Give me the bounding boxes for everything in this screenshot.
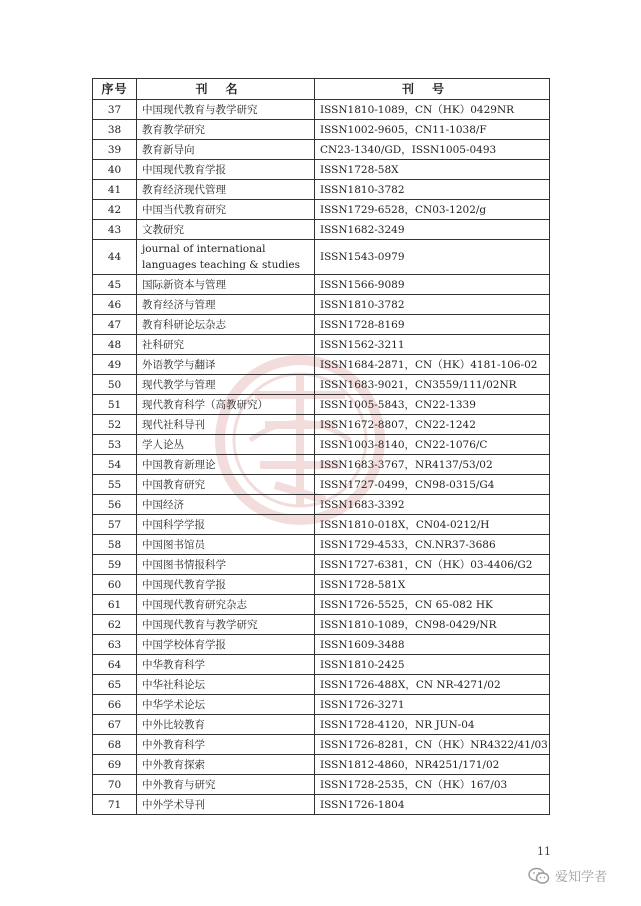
cell-number: 49 bbox=[93, 355, 137, 375]
cell-number: 62 bbox=[93, 615, 137, 635]
cell-journal-code: ISSN1810-2425 bbox=[315, 655, 550, 675]
cell-journal-code: ISSN1810-3782 bbox=[315, 295, 550, 315]
cell-number: 64 bbox=[93, 655, 137, 675]
cell-journal-code: ISSN1566-9089 bbox=[315, 275, 550, 295]
table-row bbox=[93, 555, 550, 575]
cell-journal-name: 中国图书馆员 bbox=[137, 535, 315, 555]
cell-number: 56 bbox=[93, 495, 137, 515]
cell-journal-name: 教育经济现代管理 bbox=[137, 180, 315, 200]
table-row bbox=[93, 275, 550, 295]
table-row bbox=[93, 775, 550, 795]
cell-journal-name: 中华社科论坛 bbox=[137, 675, 315, 695]
cell-journal-code: ISSN1005-5843，CN22-1339 bbox=[315, 395, 550, 415]
cell-journal-name: 中国现代教育与教学研究 bbox=[137, 100, 315, 120]
cell-number: 48 bbox=[93, 335, 137, 355]
cell-number: 53 bbox=[93, 435, 137, 455]
cell-number: 67 bbox=[93, 715, 137, 735]
table-row bbox=[93, 415, 550, 435]
cell-journal-name: 教育经济与管理 bbox=[137, 295, 315, 315]
cell-journal-name: 中国科学学报 bbox=[137, 515, 315, 535]
cell-journal-code: ISSN1672-8807，CN22-1242 bbox=[315, 415, 550, 435]
cell-number: 42 bbox=[93, 200, 137, 220]
cell-number: 69 bbox=[93, 755, 137, 775]
cell-number: 59 bbox=[93, 555, 137, 575]
brand-badge[interactable] bbox=[528, 866, 607, 885]
cell-journal-name: 中外教育科学 bbox=[137, 735, 315, 755]
cell-journal-name: 中国当代教育研究 bbox=[137, 200, 315, 220]
cell-journal-name: 中外教育探索 bbox=[137, 755, 315, 775]
cell-number: 60 bbox=[93, 575, 137, 595]
cell-journal-code: ISSN1726-488X，CN NR-4271/02 bbox=[315, 675, 550, 695]
cell-number: 54 bbox=[93, 455, 137, 475]
brand-name: 爱知学者 bbox=[555, 870, 608, 885]
cell-journal-name: 中国现代教育研究杂志 bbox=[137, 595, 315, 615]
cell-number: 63 bbox=[93, 635, 137, 655]
cell-journal-code: ISSN1728-2535，CN（HK）167/03 bbox=[315, 775, 550, 795]
cell-journal-name: 中国教育研究 bbox=[137, 475, 315, 495]
table-row bbox=[93, 495, 550, 515]
cell-number: 52 bbox=[93, 415, 137, 435]
cell-journal-name: 学人论丛 bbox=[137, 435, 315, 455]
cell-journal-name: 文教研究 bbox=[137, 220, 315, 240]
cell-journal-code: ISSN1543-0979 bbox=[315, 240, 550, 275]
cell-number: 65 bbox=[93, 675, 137, 695]
cell-journal-code: ISSN1812-4860，NR4251/171/02 bbox=[315, 755, 550, 775]
table-row bbox=[93, 675, 550, 695]
cell-journal-code: ISSN1729-6528，CN03-1202/g bbox=[315, 200, 550, 220]
table-row bbox=[93, 595, 550, 615]
table-row bbox=[93, 395, 550, 415]
cell-number: 55 bbox=[93, 475, 137, 495]
cell-journal-code: ISSN1609-3488 bbox=[315, 635, 550, 655]
table-row bbox=[93, 295, 550, 315]
table-row bbox=[93, 180, 550, 200]
page-number: 11 bbox=[537, 845, 551, 858]
cell-number: 46 bbox=[93, 295, 137, 315]
table-row bbox=[93, 695, 550, 715]
cell-journal-name: 教育科研论坛杂志 bbox=[137, 315, 315, 335]
cell-journal-code: ISSN1727-0499，CN98-0315/G4 bbox=[315, 475, 550, 495]
cell-journal-name: 中外教育与研究 bbox=[137, 775, 315, 795]
cell-number: 47 bbox=[93, 315, 137, 335]
cell-journal-name: 社科研究 bbox=[137, 335, 315, 355]
cell-journal-name: 中国图书情报科学 bbox=[137, 555, 315, 575]
cell-journal-code: ISSN1810-018X，CN04-0212/H bbox=[315, 515, 550, 535]
cell-journal-code: ISSN1682-3249 bbox=[315, 220, 550, 240]
cell-number: 68 bbox=[93, 735, 137, 755]
cell-journal-name: 教育新导向 bbox=[137, 140, 315, 160]
table-row bbox=[93, 795, 550, 815]
table-row bbox=[93, 635, 550, 655]
cell-journal-name: 中国经济 bbox=[137, 495, 315, 515]
cell-journal-name: 中外学术导刊 bbox=[137, 795, 315, 815]
wechat-icon bbox=[528, 867, 550, 885]
table-row bbox=[93, 140, 550, 160]
cell-number: 45 bbox=[93, 275, 137, 295]
cell-number: 43 bbox=[93, 220, 137, 240]
table-row bbox=[93, 200, 550, 220]
table-row bbox=[93, 515, 550, 535]
table-row bbox=[93, 655, 550, 675]
table-row bbox=[93, 335, 550, 355]
table-row bbox=[93, 315, 550, 335]
cell-journal-code: ISSN1728-581X bbox=[315, 575, 550, 595]
table-row bbox=[93, 755, 550, 775]
cell-journal-name: 教育教学研究 bbox=[137, 120, 315, 140]
table-row bbox=[93, 735, 550, 755]
cell-number: 39 bbox=[93, 140, 137, 160]
table-row bbox=[93, 220, 550, 240]
journal-table bbox=[92, 78, 550, 815]
cell-number: 40 bbox=[93, 160, 137, 180]
cell-journal-code: ISSN1728-8169 bbox=[315, 315, 550, 335]
cell-number: 41 bbox=[93, 180, 137, 200]
cell-journal-name: journal of international languages teaching & studies bbox=[137, 240, 315, 275]
cell-journal-code: ISSN1683-9021，CN3559/111/02NR bbox=[315, 375, 550, 395]
cell-journal-code: ISSN1810-1089，CN98-0429/NR bbox=[315, 615, 550, 635]
cell-journal-name: 外语教学与翻译 bbox=[137, 355, 315, 375]
cell-journal-name: 现代社科导刊 bbox=[137, 415, 315, 435]
cell-journal-code: ISSN1726-3271 bbox=[315, 695, 550, 715]
cell-number: 66 bbox=[93, 695, 137, 715]
cell-journal-code: CN23-1340/GD，ISSN1005-0493 bbox=[315, 140, 550, 160]
table-row bbox=[93, 615, 550, 635]
cell-journal-code: ISSN1684-2871，CN（HK）4181-106-02 bbox=[315, 355, 550, 375]
cell-journal-code: ISSN1726-1804 bbox=[315, 795, 550, 815]
cell-journal-code: ISSN1728-4120，NR JUN-04 bbox=[315, 715, 550, 735]
cell-number: 57 bbox=[93, 515, 137, 535]
cell-journal-name: 中国学校体育学报 bbox=[137, 635, 315, 655]
cell-journal-code: ISSN1003-8140，CN22-1076/C bbox=[315, 435, 550, 455]
cell-journal-name: 中国现代教育学报 bbox=[137, 575, 315, 595]
table-header-row bbox=[93, 79, 550, 100]
table-row bbox=[93, 355, 550, 375]
cell-journal-name: 现代教育科学（高教研究） bbox=[137, 395, 315, 415]
table-row bbox=[93, 120, 550, 140]
table-row bbox=[93, 575, 550, 595]
cell-number: 50 bbox=[93, 375, 137, 395]
cell-journal-name: 中华学术论坛 bbox=[137, 695, 315, 715]
table-row bbox=[93, 715, 550, 735]
table-row bbox=[93, 535, 550, 555]
cell-journal-name: 中国现代教育与教学研究 bbox=[137, 615, 315, 635]
cell-journal-code: ISSN1683-3392 bbox=[315, 495, 550, 515]
cell-number: 70 bbox=[93, 775, 137, 795]
table-row bbox=[93, 435, 550, 455]
cell-journal-name: 中华教育科学 bbox=[137, 655, 315, 675]
cell-journal-code: ISSN1729-4533，CN.NR37-3686 bbox=[315, 535, 550, 555]
cell-journal-code: ISSN1726-5525，CN 65-082 HK bbox=[315, 595, 550, 615]
cell-journal-code: ISSN1562-3211 bbox=[315, 335, 550, 355]
cell-journal-code: ISSN1002-9605，CN11-1038/F bbox=[315, 120, 550, 140]
cell-number: 38 bbox=[93, 120, 137, 140]
cell-journal-name: 中外比较教育 bbox=[137, 715, 315, 735]
cell-journal-code: ISSN1727-6381，CN（HK）03-4406/G2 bbox=[315, 555, 550, 575]
cell-number: 58 bbox=[93, 535, 137, 555]
cell-journal-code: ISSN1728-58X bbox=[315, 160, 550, 180]
cell-journal-name: 中国教育新理论 bbox=[137, 455, 315, 475]
table-row bbox=[93, 240, 550, 275]
cell-journal-name: 国际新资本与管理 bbox=[137, 275, 315, 295]
table-row bbox=[93, 375, 550, 395]
table-row bbox=[93, 160, 550, 180]
cell-journal-name: 中国现代教育学报 bbox=[137, 160, 315, 180]
header-name: 刊名 bbox=[137, 79, 315, 100]
cell-number: 71 bbox=[93, 795, 137, 815]
table-row bbox=[93, 475, 550, 495]
cell-journal-code: ISSN1810-3782 bbox=[315, 180, 550, 200]
header-number: 序号 bbox=[93, 79, 137, 100]
cell-number: 37 bbox=[93, 100, 137, 120]
header-code: 刊号 bbox=[315, 79, 550, 100]
table-row bbox=[93, 455, 550, 475]
cell-journal-name: 现代教学与管理 bbox=[137, 375, 315, 395]
cell-journal-code: ISSN1683-3767，NR4137/53/02 bbox=[315, 455, 550, 475]
cell-number: 44 bbox=[93, 240, 137, 275]
table-row bbox=[93, 100, 550, 120]
cell-journal-code: ISSN1810-1089，CN（HK）0429NR bbox=[315, 100, 550, 120]
cell-number: 51 bbox=[93, 395, 137, 415]
cell-number: 61 bbox=[93, 595, 137, 615]
cell-journal-code: ISSN1726-8281，CN（HK）NR4322/41/03 bbox=[315, 735, 550, 755]
